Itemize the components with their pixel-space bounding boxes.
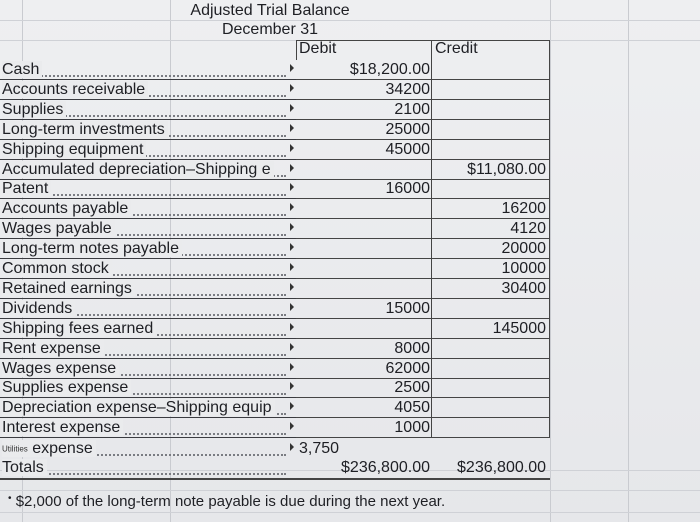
dropdown-arrow-icon[interactable]: [290, 203, 294, 211]
debit-cell[interactable]: [296, 279, 432, 299]
utilities-prefix: Utilities: [2, 444, 28, 454]
credit-cell[interactable]: [432, 80, 550, 100]
debit-cell[interactable]: [296, 160, 432, 180]
credit-cell[interactable]: [432, 339, 550, 359]
credit-value: $11,080.00: [467, 160, 546, 178]
row-label: Wages payable: [2, 220, 292, 239]
footnote-text: $2,000 of the long-term note payable is due during the next year.: [15, 493, 446, 510]
utilities-label: expense: [32, 440, 93, 457]
credit-cell[interactable]: [432, 378, 550, 398]
totals-row: [0, 458, 700, 478]
row-label: Accounts payable: [2, 200, 292, 219]
row-label: Long-term notes payable: [2, 240, 292, 259]
dropdown-arrow-icon[interactable]: [290, 263, 294, 271]
table-row[interactable]: [0, 378, 700, 398]
row-label: Shipping equipment: [2, 141, 292, 160]
dropdown-arrow-icon[interactable]: [290, 303, 294, 311]
dropdown-arrow-icon[interactable]: [290, 164, 294, 172]
dropdown-arrow-icon[interactable]: [290, 124, 294, 132]
row-label: Dividends: [2, 300, 292, 319]
table-row[interactable]: [0, 199, 700, 219]
credit-cell[interactable]: [432, 100, 550, 120]
dropdown-arrow-icon[interactable]: [290, 402, 294, 410]
debit-cell[interactable]: [296, 219, 432, 239]
debit-header: Debit: [299, 40, 337, 57]
row-label: Wages expense: [2, 360, 292, 379]
credit-value: 20000: [501, 240, 546, 258]
grid-line: [0, 512, 700, 513]
row-label: Accumulated depreciation–Shipping e: [2, 161, 292, 180]
dropdown-arrow-icon[interactable]: [290, 243, 294, 251]
debit-cell[interactable]: [296, 199, 432, 219]
table-row[interactable]: [0, 140, 700, 160]
row-label: [2, 440, 292, 459]
debit-cell[interactable]: [296, 319, 432, 339]
debit-value: 15000: [385, 299, 430, 317]
table-row[interactable]: [0, 299, 700, 319]
credit-cell[interactable]: [432, 120, 550, 140]
debit-value: 1000: [394, 419, 430, 437]
row-label: Interest expense: [2, 419, 292, 438]
utilities-expense-row[interactable]: [0, 439, 700, 459]
debit-value: 2500: [394, 379, 430, 397]
totals-credit: $236,800.00: [457, 459, 546, 476]
credit-cell[interactable]: [432, 140, 550, 160]
row-label: Rent expense: [2, 340, 292, 359]
credit-value: 4120: [510, 220, 546, 238]
debit-value: 25000: [385, 120, 430, 138]
table-row[interactable]: [0, 120, 700, 140]
debit-value: 4050: [394, 399, 430, 417]
dropdown-arrow-icon[interactable]: [290, 144, 294, 152]
debit-cell[interactable]: [296, 259, 432, 279]
report-date: December 31: [221, 21, 319, 38]
credit-value: 16200: [501, 200, 546, 218]
row-label: Shipping fees earned: [2, 320, 292, 339]
credit-cell[interactable]: [432, 398, 550, 418]
utilities-debit-value[interactable]: 3,750: [299, 440, 340, 457]
table-row[interactable]: [0, 259, 700, 279]
dropdown-arrow-icon[interactable]: [290, 104, 294, 112]
debit-value: 62000: [385, 359, 430, 377]
footnote: • $2,000 of the long-term note payable is due during the next year.: [8, 493, 446, 510]
table-row[interactable]: [0, 80, 700, 100]
dropdown-arrow-icon[interactable]: [290, 84, 294, 92]
credit-cell[interactable]: [432, 418, 550, 438]
row-label: Cash: [2, 61, 292, 80]
row-label: Supplies: [2, 101, 292, 120]
table-row[interactable]: [0, 398, 700, 418]
table-row[interactable]: [0, 100, 700, 120]
dropdown-arrow-icon[interactable]: [290, 64, 294, 72]
row-label: Long-term investments: [2, 121, 292, 140]
dropdown-arrow-icon[interactable]: [290, 343, 294, 351]
row-label: Patent: [2, 180, 292, 199]
dropdown-arrow-icon[interactable]: [290, 183, 294, 191]
table-row[interactable]: [0, 239, 700, 259]
debit-value: $18,200.00: [349, 61, 430, 78]
totals-label: Totals: [2, 459, 292, 478]
table-row[interactable]: [0, 359, 700, 379]
report-title: Adjusted Trial Balance: [190, 2, 350, 19]
row-label: Depreciation expense–Shipping equip: [2, 399, 292, 418]
dropdown-arrow-icon[interactable]: [290, 443, 294, 451]
credit-cell[interactable]: [432, 179, 550, 199]
row-label: Common stock: [2, 260, 292, 279]
totals-debit: $236,800.00: [341, 459, 430, 476]
grid-line: [0, 490, 700, 491]
dropdown-arrow-icon[interactable]: [290, 382, 294, 390]
row-label: Retained earnings: [2, 280, 292, 299]
table-row[interactable]: [0, 60, 700, 80]
row-label: Supplies expense: [2, 379, 292, 398]
debit-value: 16000: [385, 180, 430, 198]
table-row[interactable]: [0, 418, 700, 438]
table-row[interactable]: [0, 219, 700, 239]
credit-value: 10000: [501, 260, 546, 277]
credit-value: 30400: [501, 279, 546, 297]
credit-header: Credit: [435, 40, 478, 57]
table-row[interactable]: [0, 279, 700, 299]
dropdown-arrow-icon[interactable]: [290, 223, 294, 231]
dropdown-arrow-icon[interactable]: [290, 363, 294, 371]
credit-cell[interactable]: [432, 60, 550, 80]
debit-value: 34200: [385, 80, 430, 98]
totals-underline: [0, 478, 550, 480]
row-label: Accounts receivable: [2, 81, 292, 100]
debit-value: 8000: [394, 339, 430, 357]
credit-cell[interactable]: [432, 359, 550, 379]
table-row[interactable]: [0, 319, 700, 339]
dropdown-arrow-icon[interactable]: [290, 283, 294, 291]
table-row[interactable]: [0, 339, 700, 359]
debit-cell[interactable]: [296, 239, 432, 259]
dropdown-arrow-icon[interactable]: [290, 422, 294, 430]
credit-value: 145000: [492, 319, 546, 337]
table-row[interactable]: [0, 160, 700, 180]
credit-cell[interactable]: [432, 299, 550, 319]
dropdown-arrow-icon[interactable]: [290, 323, 294, 331]
debit-value: 45000: [385, 140, 430, 158]
table-row[interactable]: [0, 179, 700, 199]
debit-value: 2100: [394, 100, 430, 118]
